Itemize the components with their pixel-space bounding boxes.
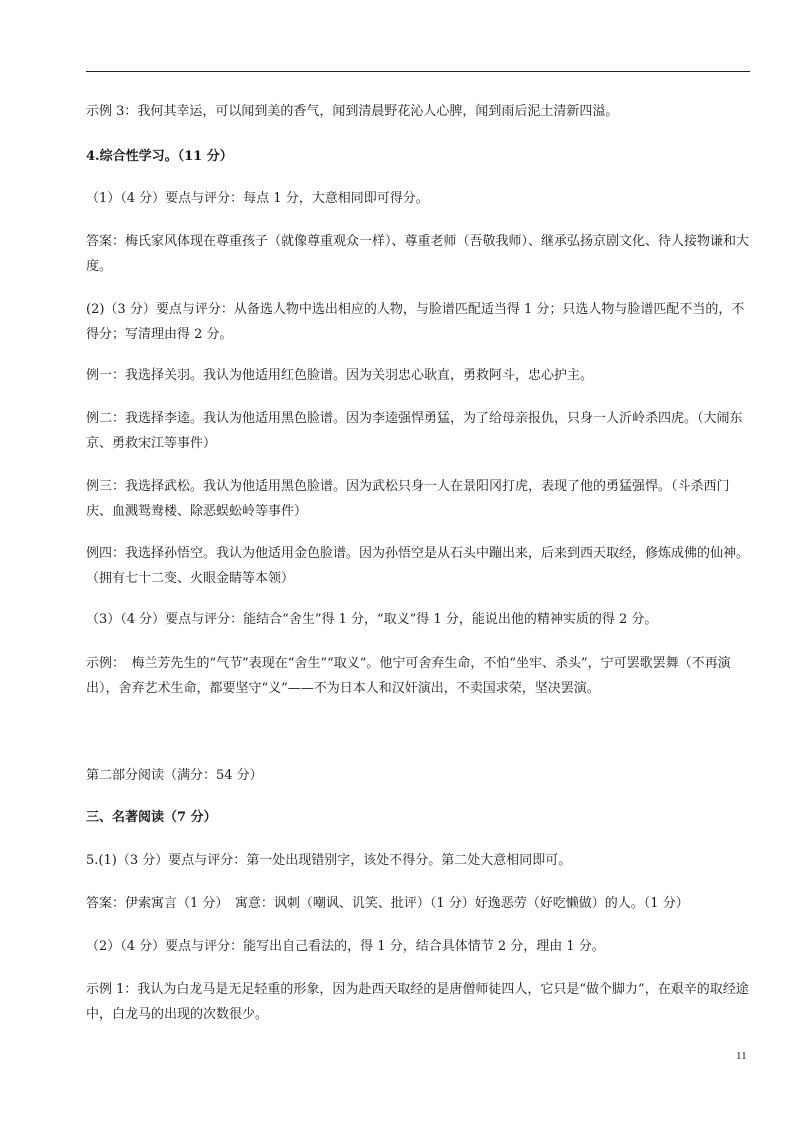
q2-scoring: (2)（3 分）要点与评分：从备选人物中选出相应的人物，与脸谱匹配适当得 1 分；只选人物与脸谱匹配不当的，不得分；写清理由得 2 分。	[86, 302, 745, 342]
q5-2-scoring: （2）（4 分）要点与评分：能写出自己看法的，得 1 分，结合具体情节 2 分，理由 1 分。	[86, 939, 605, 954]
q3-scoring: （3）（4 分）要点与评分：能结合“舍生”得 1 分，“取义”得 1 分，能说出他的精神实质的得 2 分。	[86, 612, 658, 627]
q5-2-example-1: 示例 1：我认为白龙马是无足轻重的形象，因为赴西天取经的是唐僧师徒四人，它只是“做个脚力”，在艰辛的取经途中，白龙马的出现的次数很少。	[86, 982, 749, 1022]
q1-scoring: （1）（4 分）要点与评分：每点 1 分，大意相同即可得分。	[86, 191, 429, 206]
section-3-heading: 三、名著阅读（7 分）	[86, 810, 217, 825]
q3-example: 示例： 梅兰芳先生的“气节”表现在“舍生”“取义”。他宁可舍弃生命，不怕“坐牢、杀头”，宁可罢歌罢舞（不再演出），舍弃艺术生命，都要坚守“义”——不为日本人和汉奸演出，不卖国求荣，坚决罢演。	[86, 656, 731, 696]
example-one: 例一：我选择关羽。我认为他适用红色脸谱。因为关羽忠心耿直，勇救阿斗，忠心护主。	[86, 368, 594, 383]
q1-answer: 答案：梅氏家风体现在尊重孩子（就像尊重观众一样）、尊重老师（吾敬我师）、继承弘扬京剧文化、待人接物谦和大度。	[86, 234, 750, 274]
example-four: 例四：我选择孙悟空。我认为他适用金色脸谱。因为孙悟空是从石头中蹦出来，后来到西天取经，修炼成佛的仙神。（拥有七十二变、火眼金睛等本领）	[86, 546, 750, 586]
section-4-heading: 4.综合性学习。（11 分）	[86, 149, 233, 164]
example-3-paragraph: 示例 3：我何其幸运，可以闻到美的香气，闻到清晨野花沁人心脾，闻到雨后泥土清新四溢。	[86, 104, 619, 119]
example-three: 例三：我选择武松。我认为他适用黑色脸谱。因为武松只身一人在景阳冈打虎，表现了他的勇猛强悍。（斗杀西门庆、血溅鸳鸯楼、除恶蜈蚣岭等事件）	[86, 479, 730, 519]
header-rule	[86, 71, 750, 72]
example-two: 例二：我选择李逵。我认为他适用黑色脸谱。因为李逵强悍勇猛，为了给母亲报仇，只身一人沂岭杀四虎。（大闹东京、勇救宋江等事件）	[86, 411, 743, 451]
part-two-heading: 第二部分阅读（满分：54 分）	[86, 768, 263, 783]
q5-1-scoring: 5.(1)（3 分）要点与评分：第一处出现错别字，该处不得分。第二处大意相同即可。	[86, 853, 572, 868]
q5-1-answer: 答案：伊索寓言（1 分） 寓意：讽刺（嘲讽、讥笑、批评）（1 分）好逸恶劳（好吃懒做）的人。（1 分）	[86, 896, 689, 911]
page-number: 11	[736, 1050, 747, 1062]
